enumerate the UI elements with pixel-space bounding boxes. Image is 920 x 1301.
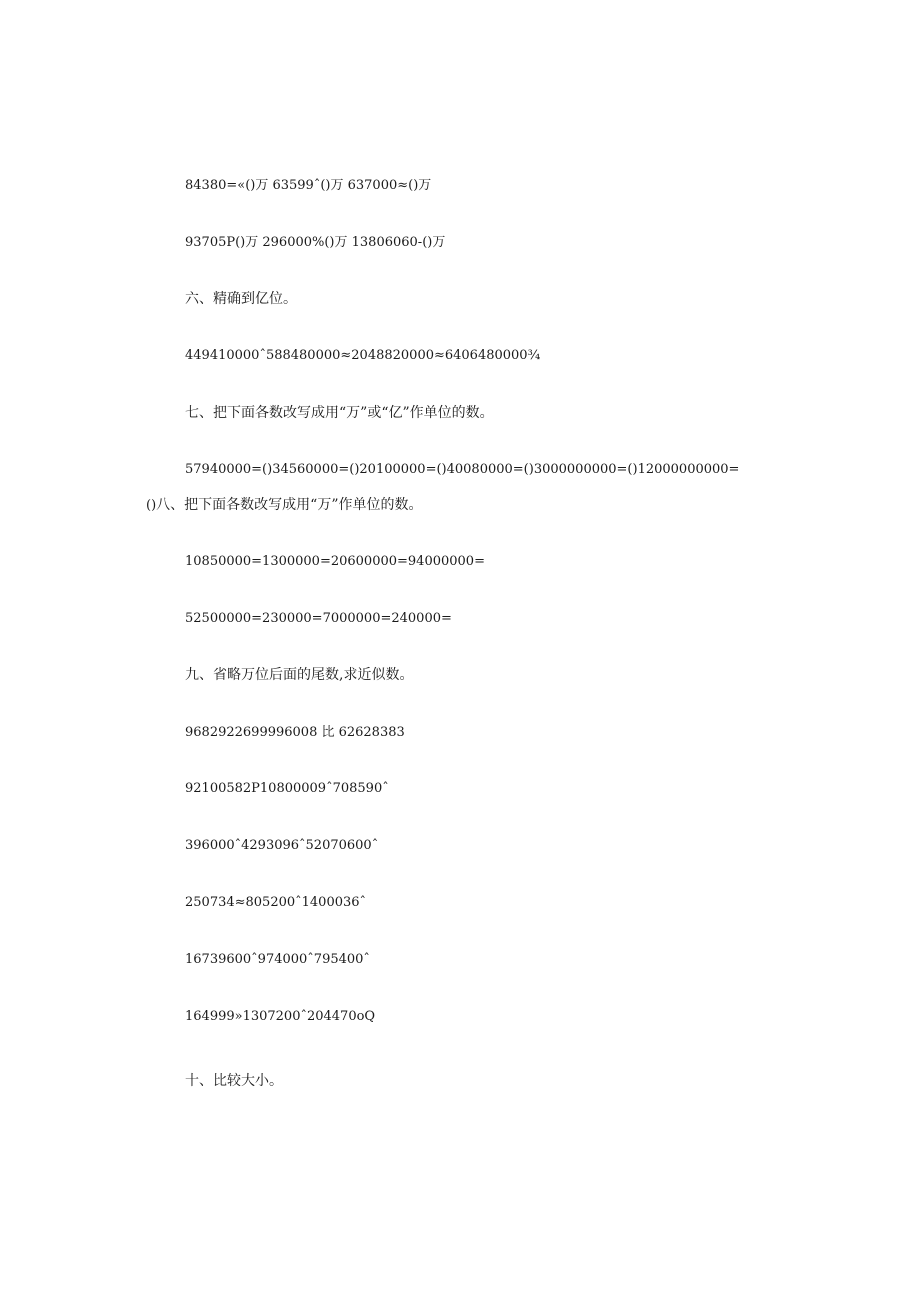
exercise-line-approx-6: 164999»1307200ˆ204470oQ	[185, 1009, 376, 1024]
exercise-line-wan-1: 84380=«()万 63599ˆ()万 637000≈()万	[185, 178, 432, 193]
exercise-line-approx-1: 9682922699996008 比 62628383	[185, 725, 405, 740]
exercise-line-convert: 57940000=()34560000=()20100000=()40080000=()3000000000=()12000000000=	[185, 462, 740, 477]
exercise-line-approx-3: 396000ˆ4293096ˆ52070600ˆ	[185, 838, 379, 853]
section-heading-9: 九、省略万位后面的尾数,求近似数。	[185, 667, 414, 683]
exercise-line-approx-4: 250734≈805200ˆ1400036ˆ	[185, 895, 367, 910]
exercise-line-convert-tail: ()	[146, 498, 157, 513]
section-heading-8: 八、把下面各数改写成用“万”作单位的数。	[156, 497, 423, 513]
exercise-line-wan-convert-2: 52500000=230000=7000000=240000=	[185, 611, 452, 626]
section-heading-7: 七、把下面各数改写成用“万”或“亿”作单位的数。	[185, 405, 494, 421]
exercise-line-yi: 449410000ˆ588480000≈2048820000≈6406480000¾	[185, 348, 541, 363]
exercise-line-wan-convert-1: 10850000=1300000=20600000=94000000=	[185, 554, 485, 569]
exercise-line-approx-5: 16739600ˆ974000ˆ795400ˆ	[185, 952, 370, 967]
exercise-line-approx-2: 92100582P10800009ˆ708590ˆ	[185, 781, 389, 796]
exercise-line-wan-2: 93705P()万 296000%()万 13806060-()万	[185, 235, 446, 250]
section-heading-6: 六、精确到亿位。	[185, 291, 297, 307]
section-heading-10: 十、比较大小。	[185, 1073, 283, 1089]
exercise-line-convert-wrap	[146, 496, 422, 515]
